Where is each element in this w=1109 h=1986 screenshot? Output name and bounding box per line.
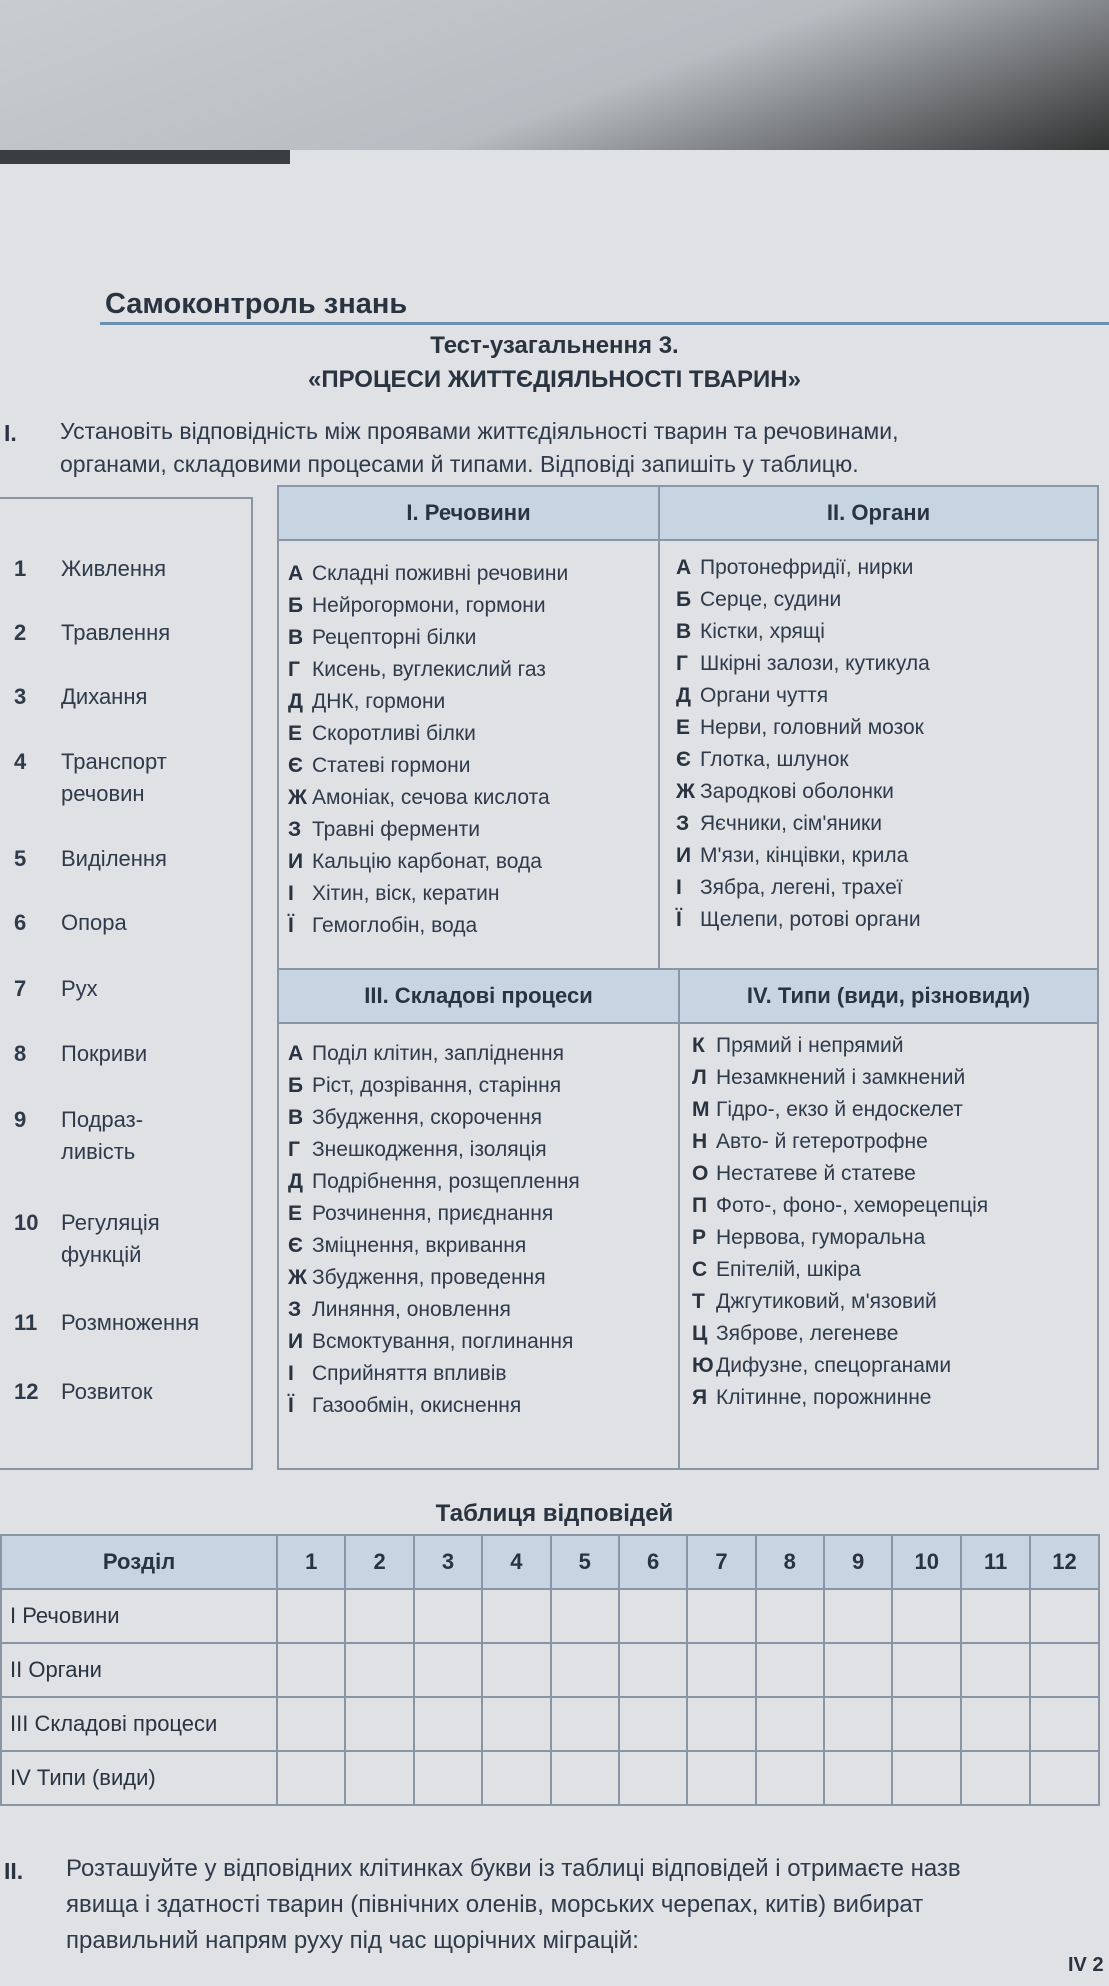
row-label: III Складові процеси — [1, 1697, 277, 1751]
list-item: И Всмоктування, поглинання — [288, 1330, 574, 1353]
table-row — [1, 1589, 1099, 1643]
list-item: І Сприйняття впливів — [288, 1362, 507, 1385]
list-item: Н Авто- й гетеротрофне — [692, 1130, 928, 1153]
task-2-number: II. — [4, 1858, 24, 1884]
list-item: О Нестатеве й статеве — [692, 1162, 916, 1185]
answer-cell[interactable] — [619, 1751, 687, 1805]
table-header-row — [1, 1535, 1099, 1589]
list-item: Р Нервова, гуморальна — [692, 1226, 926, 1249]
organs-list — [676, 552, 930, 936]
section-header-organs: II. Органи — [660, 487, 1097, 541]
answer-cell[interactable] — [892, 1697, 961, 1751]
answer-cell[interactable] — [414, 1643, 482, 1697]
list-item: Я Клітинне, порожнинне — [692, 1386, 932, 1409]
test-subtitle: «ПРОЦЕСИ ЖИТТЄДІЯЛЬНОСТІ ТВАРИН» — [308, 366, 801, 393]
page-edge — [0, 150, 290, 164]
row-label: II Органи — [1, 1643, 277, 1697]
answer-cell[interactable] — [961, 1643, 1030, 1697]
section-header-types: IV. Типи (види, різновиди) — [680, 970, 1097, 1024]
list-item: С Епітелій, шкіра — [692, 1258, 861, 1281]
grid-divider — [678, 970, 680, 1468]
types-list — [692, 1030, 988, 1414]
answer-cell[interactable] — [824, 1697, 892, 1751]
section-title: Самоконтроль знань — [105, 288, 408, 320]
answer-cell[interactable] — [277, 1697, 345, 1751]
list-item: Б Нейрогормони, гормони — [288, 594, 546, 617]
answer-cell[interactable] — [1030, 1697, 1099, 1751]
task-2-line: Розташуйте у відповідних клітинках букви із таблиці відповідей і отримаєте назв — [66, 1855, 961, 1882]
row-label: I Речовини — [1, 1589, 277, 1643]
table-row — [1, 1643, 1099, 1697]
answer-cell[interactable] — [482, 1697, 550, 1751]
table-row — [1, 1751, 1099, 1805]
list-item: В Збудження, скорочення — [288, 1106, 542, 1129]
list-item: Ж Амоніак, сечова кислота — [288, 786, 550, 809]
list-item: П Фото-, фоно-, хеморецепція — [692, 1194, 989, 1217]
answer-table-title: Таблиця відповідей — [435, 1500, 674, 1527]
list-item: Д Подрібнення, розщеплення — [288, 1170, 580, 1193]
column-header: 10 — [892, 1535, 961, 1589]
answer-cell[interactable] — [619, 1643, 687, 1697]
answer-table — [0, 1534, 1100, 1806]
column-header: 11 — [961, 1535, 1030, 1589]
answer-cell[interactable] — [277, 1589, 345, 1643]
section-header-processes: III. Складові процеси — [279, 970, 678, 1024]
background-sheet — [0, 0, 1109, 160]
list-item: В Рецепторні білки — [288, 626, 477, 649]
answer-cell[interactable] — [277, 1751, 345, 1805]
answer-cell[interactable] — [414, 1589, 482, 1643]
list-item: Г Кисень, вуглекислий газ — [288, 658, 546, 681]
list-item: А Протонефридії, нирки — [676, 556, 914, 579]
list-item: Б Ріст, дозрівання, старіння — [288, 1074, 562, 1097]
task-1-line: органами, складовими процесами й типами. Відповіді запишіть у таблицю. — [60, 451, 859, 477]
answer-cell[interactable] — [482, 1751, 550, 1805]
list-item: Ц Зяброве, легеневе — [692, 1322, 899, 1345]
list-item: З Яєчники, сім'яники — [676, 812, 882, 835]
answer-cell[interactable] — [414, 1697, 482, 1751]
table-row — [1, 1697, 1099, 1751]
list-item: Ж Збудження, проведення — [288, 1266, 546, 1289]
answer-cell[interactable] — [619, 1697, 687, 1751]
list-item: Ї Щелепи, ротові органи — [676, 908, 921, 931]
column-header: 8 — [756, 1535, 824, 1589]
answer-cell[interactable] — [345, 1589, 413, 1643]
answer-cell[interactable] — [961, 1697, 1030, 1751]
answer-cell[interactable] — [687, 1643, 755, 1697]
list-item: З Травні ферменти — [288, 818, 480, 841]
answer-cell[interactable] — [619, 1589, 687, 1643]
answer-cell[interactable] — [551, 1751, 619, 1805]
answer-cell[interactable] — [892, 1751, 961, 1805]
list-item: Є Статеві гормони — [288, 754, 471, 777]
list-item: К Прямий і непрямий — [692, 1034, 904, 1057]
list-item: Є Глотка, шлунок — [676, 748, 849, 771]
answer-cell[interactable] — [687, 1697, 755, 1751]
list-item: Л Незамкнений і замкнений — [692, 1066, 966, 1089]
list-item: Д ДНК, гормони — [288, 690, 446, 713]
list-item: Г Знешкодження, ізоляція — [288, 1138, 547, 1161]
list-item: Е Скоротливі білки — [288, 722, 476, 745]
list-item: Ю Дифузне, спецорганами — [692, 1354, 952, 1377]
list-item: Е Розчинення, приєднання — [288, 1202, 554, 1225]
list-item: И М'язи, кінцівки, крила — [676, 844, 909, 867]
row-label: IV Типи (види) — [1, 1751, 277, 1805]
task-2-line: явища і здатності тварин (північних оленів, морських черепах, китів) вибират — [66, 1891, 924, 1918]
substances-list — [288, 558, 568, 942]
task-1-line: Установіть відповідність між проявами життєдіяльності тварин та речовинами, — [60, 418, 899, 444]
answer-cell[interactable] — [687, 1751, 755, 1805]
answer-cell[interactable] — [1030, 1751, 1099, 1805]
column-header: 4 — [482, 1535, 550, 1589]
grid-divider — [658, 487, 660, 970]
list-item: Г Шкірні залози, кутикула — [676, 652, 930, 675]
processes-list — [288, 1038, 580, 1422]
answer-cell[interactable] — [824, 1751, 892, 1805]
answer-cell[interactable] — [551, 1697, 619, 1751]
list-item: З Линяння, оновлення — [288, 1298, 511, 1321]
task-2-text — [66, 1851, 1109, 1959]
column-header: 7 — [687, 1535, 755, 1589]
answer-cell[interactable] — [892, 1643, 961, 1697]
answer-cell[interactable] — [756, 1643, 824, 1697]
answer-cell[interactable] — [482, 1643, 550, 1697]
task-1-text — [60, 415, 898, 481]
list-item: Ї Гемоглобін, вода — [288, 914, 478, 937]
answer-cell[interactable] — [824, 1589, 892, 1643]
column-header: 3 — [414, 1535, 482, 1589]
answer-cell[interactable] — [961, 1589, 1030, 1643]
list-item: Б Серце, судини — [676, 588, 842, 611]
column-header: 12 — [1030, 1535, 1099, 1589]
table-header-label: Розділ — [1, 1535, 277, 1589]
answer-cell[interactable] — [414, 1751, 482, 1805]
column-header: 2 — [345, 1535, 413, 1589]
list-item: А Поділ клітин, запліднення — [288, 1042, 564, 1065]
column-header: 5 — [551, 1535, 619, 1589]
answer-cell[interactable] — [551, 1643, 619, 1697]
answer-cell[interactable] — [756, 1589, 824, 1643]
list-item: М Гідро-, екзо й ендоскелет — [692, 1098, 963, 1121]
answer-cell[interactable] — [551, 1589, 619, 1643]
answer-cell[interactable] — [482, 1589, 550, 1643]
corner-label: IV 2 — [1068, 1954, 1104, 1976]
answer-cell[interactable] — [824, 1643, 892, 1697]
answer-cell[interactable] — [1030, 1589, 1099, 1643]
list-item: Д Органи чуття — [676, 684, 829, 707]
list-item: А Складні поживні речовини — [288, 562, 569, 585]
answer-cell[interactable] — [892, 1589, 961, 1643]
column-header: 1 — [277, 1535, 345, 1589]
list-item: Т Джгутиковий, м'язовий — [692, 1290, 937, 1313]
list-item: Ї Газообмін, окиснення — [288, 1394, 522, 1417]
section-header-substances: I. Речовини — [279, 487, 658, 541]
task-2-line: правильний напрям руху під час щорічних міграцій: — [66, 1927, 639, 1954]
answer-cell[interactable] — [1030, 1643, 1099, 1697]
list-item: І Хітин, віск, кератин — [288, 882, 500, 905]
answer-cell[interactable] — [756, 1751, 824, 1805]
answer-cell[interactable] — [345, 1697, 413, 1751]
list-item: Є Зміцнення, вкривання — [288, 1234, 527, 1257]
answer-cell[interactable] — [277, 1643, 345, 1697]
section-divider — [100, 322, 1109, 325]
list-item: Ж Зародкові оболонки — [676, 780, 894, 803]
answer-cell[interactable] — [345, 1751, 413, 1805]
test-title: Тест-узагальнення 3. — [430, 332, 679, 359]
column-header: 9 — [824, 1535, 892, 1589]
list-item: В Кістки, хрящі — [676, 620, 825, 643]
list-item: И Кальцію карбонат, вода — [288, 850, 542, 873]
answer-cell[interactable] — [756, 1697, 824, 1751]
task-1-number: I. — [4, 420, 17, 446]
answer-cell[interactable] — [345, 1643, 413, 1697]
list-item: І Зябра, легені, трахеї — [676, 876, 903, 899]
column-header: 6 — [619, 1535, 687, 1589]
answer-cell[interactable] — [961, 1751, 1030, 1805]
list-item: Е Нерви, головний мозок — [676, 716, 924, 739]
answer-cell[interactable] — [687, 1589, 755, 1643]
